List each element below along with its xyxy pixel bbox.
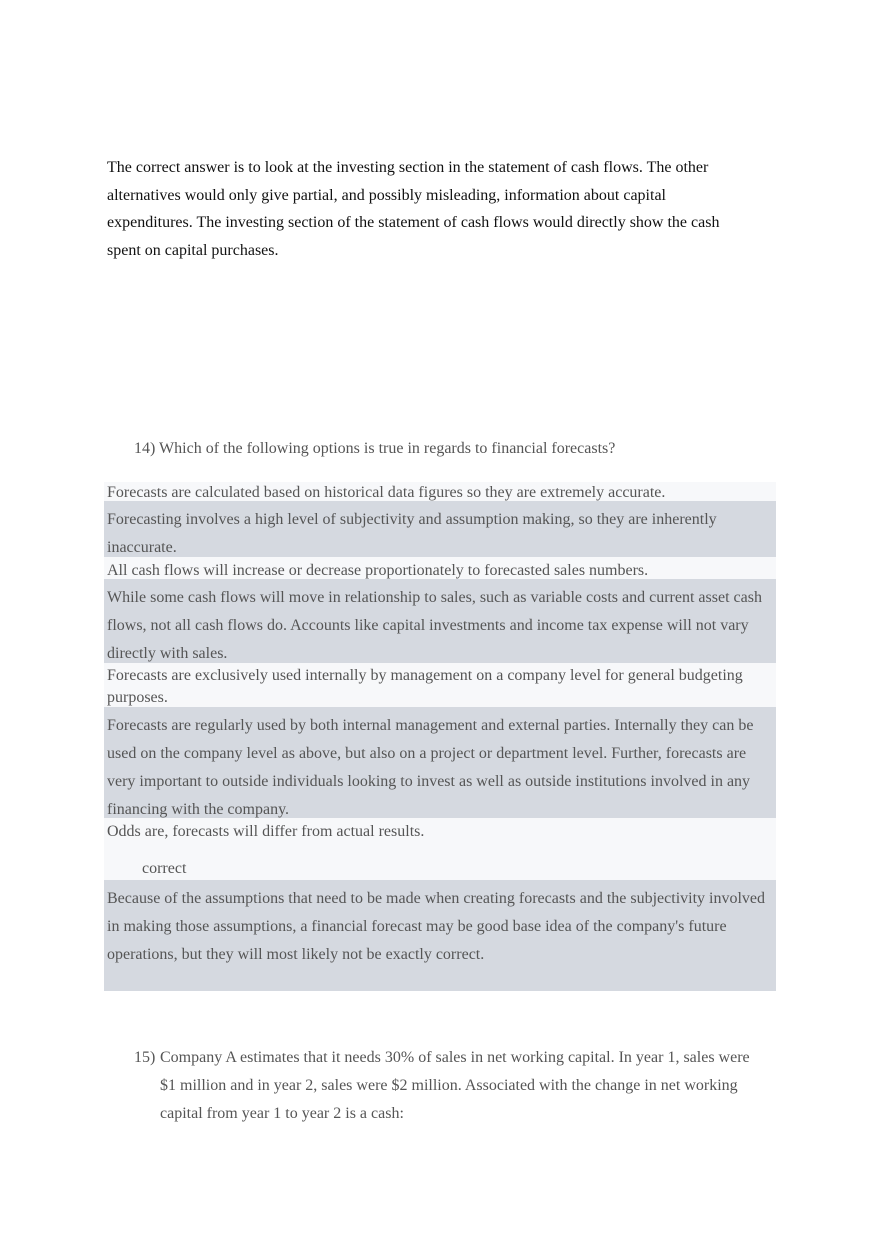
option-4-text[interactable]: Odds are, forecasts will differ from actual results. [104,818,776,850]
question-15-number: 15) [134,1049,156,1066]
question-15-prompt: Company A estimates that it needs 30% of sales in net working capital. In year 1, sales were $1 million and in year 2, sales were $2 million. Associated with the change in net working capital from year 1 to year 2 is a cash: [160,1049,750,1122]
question-15 [134,1044,764,1128]
option-1-text[interactable]: Forecasts are calculated based on historical data figures so they are extremely accurate. [104,482,776,501]
option-1-feedback: Forecasting involves a high level of subjectivity and assumption making, so they are inherently inaccurate. [104,501,776,557]
option-3-text[interactable]: Forecasts are exclusively used internally by management on a company level for general budgeting purposes. [104,663,776,707]
correct-label: correct [104,850,776,880]
option-4-feedback: Because of the assumptions that need to be made when creating forecasts and the subjectivity involved in making those assumptions, a financial forecast may be good base idea of the company's future operations, but they will most likely not be exactly correct. [104,880,776,991]
question-14-prompt: 14) Which of the following options is true in regards to financial forecasts? [134,440,616,457]
option-3-feedback: Forecasts are regularly used by both internal management and external parties. Internally they can be used on the company level as above, but also on a project or department level. Further, forecasts are very important to outside individuals looking to invest as well as outside institutions involved in any financing with the company. [104,707,776,818]
intro-paragraph: The correct answer is to look at the investing section in the statement of cash flows. The other alternatives would only give partial, and possibly misleading, information about capital expenditures. The investing section of the statement of cash flows would directly show the cash spent on capital purchases. [107,159,720,259]
option-2-text[interactable]: All cash flows will increase or decrease proportionately to forecasted sales numbers. [104,557,776,579]
option-2-feedback: While some cash flows will move in relationship to sales, such as variable costs and current asset cash flows, not all cash flows do. Accounts like capital investments and income tax expense will not vary directly with sales. [104,579,776,663]
